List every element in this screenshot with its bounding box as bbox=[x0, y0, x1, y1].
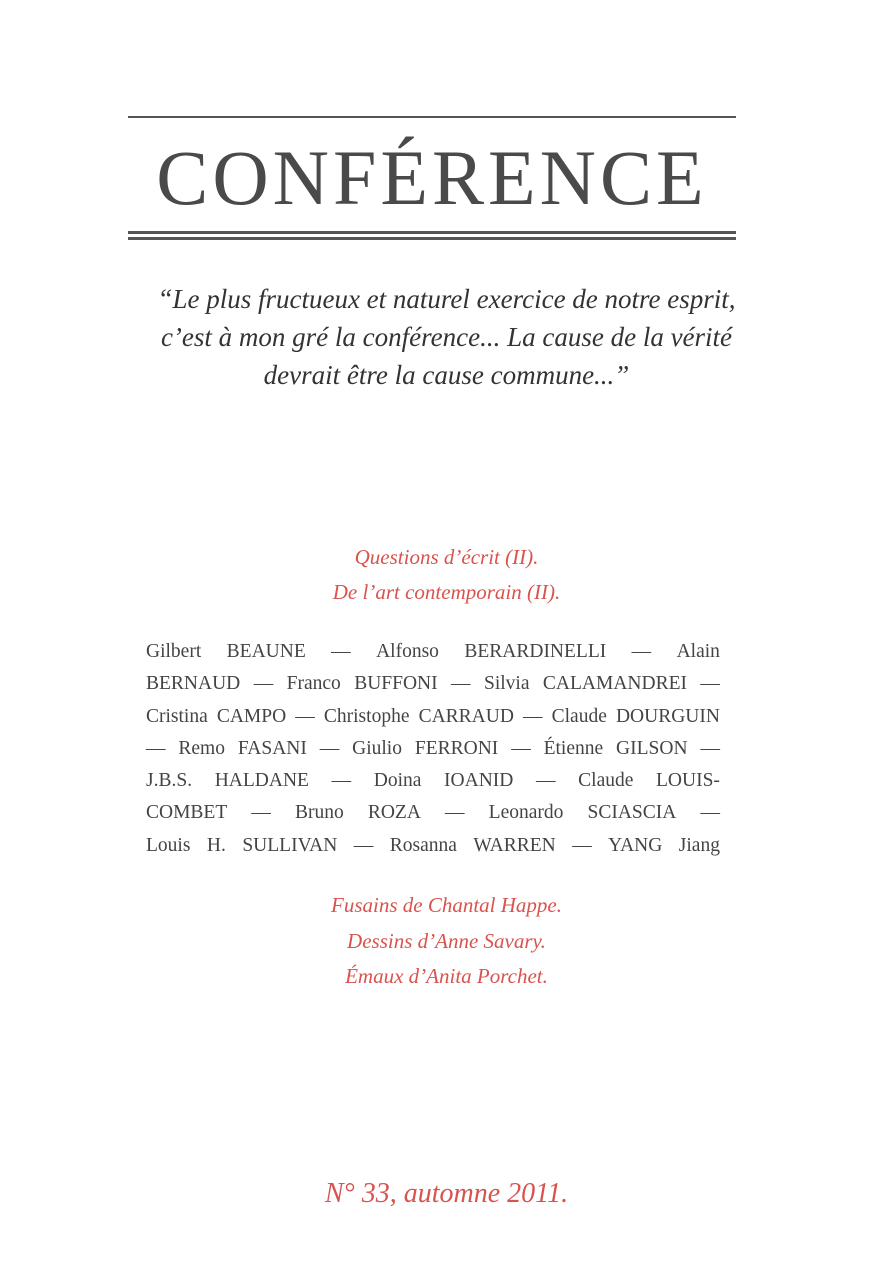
contributors-line bbox=[146, 733, 720, 765]
contributor-word: Jiang bbox=[678, 834, 720, 856]
contributor-word: — bbox=[523, 705, 543, 727]
quote-line: devrait être la cause commune...” bbox=[263, 360, 630, 390]
contributor-word: Bruno bbox=[294, 802, 344, 824]
contributor-word: BERNAUD bbox=[146, 673, 241, 695]
contributor-word: — bbox=[700, 737, 720, 759]
contributor-word: — bbox=[253, 673, 274, 695]
journal-title: CONFÉRENCE bbox=[156, 134, 708, 221]
contributor-word: — bbox=[445, 802, 465, 824]
contributor-word: CALAMANDREI bbox=[542, 673, 687, 695]
contributor-word: — bbox=[319, 737, 340, 759]
contributor-word: ROZA bbox=[367, 802, 421, 824]
contributor-word: H. bbox=[206, 834, 226, 856]
contributor-word: — bbox=[536, 770, 556, 792]
contributor-word: Claude bbox=[551, 705, 607, 727]
contributor-word: Giulio bbox=[352, 737, 402, 759]
contributor-word: IOANID bbox=[444, 770, 514, 792]
contributor-word: — bbox=[146, 737, 166, 759]
issue-themes bbox=[100, 540, 793, 610]
contributor-word: Remo bbox=[178, 737, 225, 759]
contributor-word: — bbox=[451, 673, 471, 695]
contributor-word: Cristina bbox=[146, 705, 208, 727]
contributor-word: BUFFONI bbox=[354, 673, 438, 695]
contributors-line bbox=[146, 668, 720, 700]
contributor-word: Rosanna bbox=[389, 834, 457, 856]
contributor-word: SULLIVAN bbox=[242, 834, 338, 856]
contributor-word: — bbox=[331, 641, 351, 662]
contributor-word: BERARDINELLI bbox=[464, 641, 607, 662]
contributor-word: — bbox=[572, 834, 592, 856]
contributor-word: Louis bbox=[146, 834, 191, 856]
contributors-line bbox=[146, 701, 720, 733]
contributor-word: Franco bbox=[286, 673, 341, 695]
contributors-line bbox=[146, 765, 720, 797]
theme-line: De l’art contemporain (II). bbox=[332, 580, 561, 604]
contributor-word: J.B.S. bbox=[146, 770, 193, 792]
contributor-word: Étienne bbox=[543, 737, 604, 759]
contributors-line bbox=[146, 830, 720, 862]
contributor-word: WARREN bbox=[473, 834, 556, 856]
contributor-word: CARRAUD bbox=[418, 705, 514, 727]
contributor-word: Claude bbox=[578, 770, 634, 792]
contributors-list bbox=[146, 636, 720, 862]
contributor-word: — bbox=[353, 834, 374, 856]
contributor-word: YANG bbox=[608, 834, 663, 856]
contributor-word: — bbox=[511, 737, 531, 759]
contributor-word: Silvia bbox=[483, 673, 530, 695]
contributor-word: FERRONI bbox=[414, 737, 499, 759]
contributor-word: — bbox=[700, 802, 720, 824]
contributors-line bbox=[146, 636, 720, 668]
contributors-line bbox=[146, 797, 720, 829]
contributor-word: Gilbert bbox=[146, 641, 202, 662]
contributor-word: HALDANE bbox=[214, 770, 309, 792]
contributor-word: — bbox=[295, 705, 315, 727]
contributor-word: — bbox=[251, 802, 271, 824]
contributor-word: COMBET bbox=[146, 802, 228, 824]
art-credits bbox=[100, 888, 793, 995]
contributor-word: — bbox=[631, 641, 652, 662]
contributor-word: SCIASCIA bbox=[587, 802, 677, 824]
contributor-word: FASANI bbox=[237, 737, 307, 759]
contributor-word: Alain bbox=[676, 641, 720, 662]
contributor-word: BEAUNE bbox=[226, 641, 306, 662]
contributor-word: Leonardo bbox=[488, 802, 564, 824]
contributor-word: GILSON bbox=[616, 737, 688, 759]
issue-number: N° 33, automne 2011. bbox=[324, 1178, 569, 1209]
title-double-rule-top bbox=[128, 231, 736, 234]
contributor-word: — bbox=[700, 673, 720, 695]
contributor-word: Alfonso bbox=[376, 641, 439, 662]
theme-line: Questions d’écrit (II). bbox=[354, 545, 539, 569]
title-double-rule-bottom bbox=[128, 237, 736, 240]
quote-line: c’est à mon gré la conférence... La cause de la vérité bbox=[160, 322, 733, 352]
credit-line: Fusains de Chantal Happe. bbox=[331, 893, 562, 917]
contributor-word: CAMPO bbox=[216, 705, 287, 727]
credit-line: Dessins d’Anne Savary. bbox=[347, 928, 546, 953]
epigraph-quote bbox=[100, 280, 793, 394]
contributor-word: DOURGUIN bbox=[615, 705, 720, 727]
credit-line: Émaux d’Anita Porchet. bbox=[345, 964, 548, 988]
top-rule bbox=[128, 116, 736, 118]
contributor-word: Christophe bbox=[323, 705, 410, 727]
quote-line: “Le plus fructueux et naturel exercice de notre esprit, bbox=[157, 284, 736, 314]
contributor-word: Doina bbox=[373, 770, 422, 792]
contributor-word: — bbox=[331, 770, 352, 792]
contributor-word: LOUIS- bbox=[656, 770, 720, 792]
